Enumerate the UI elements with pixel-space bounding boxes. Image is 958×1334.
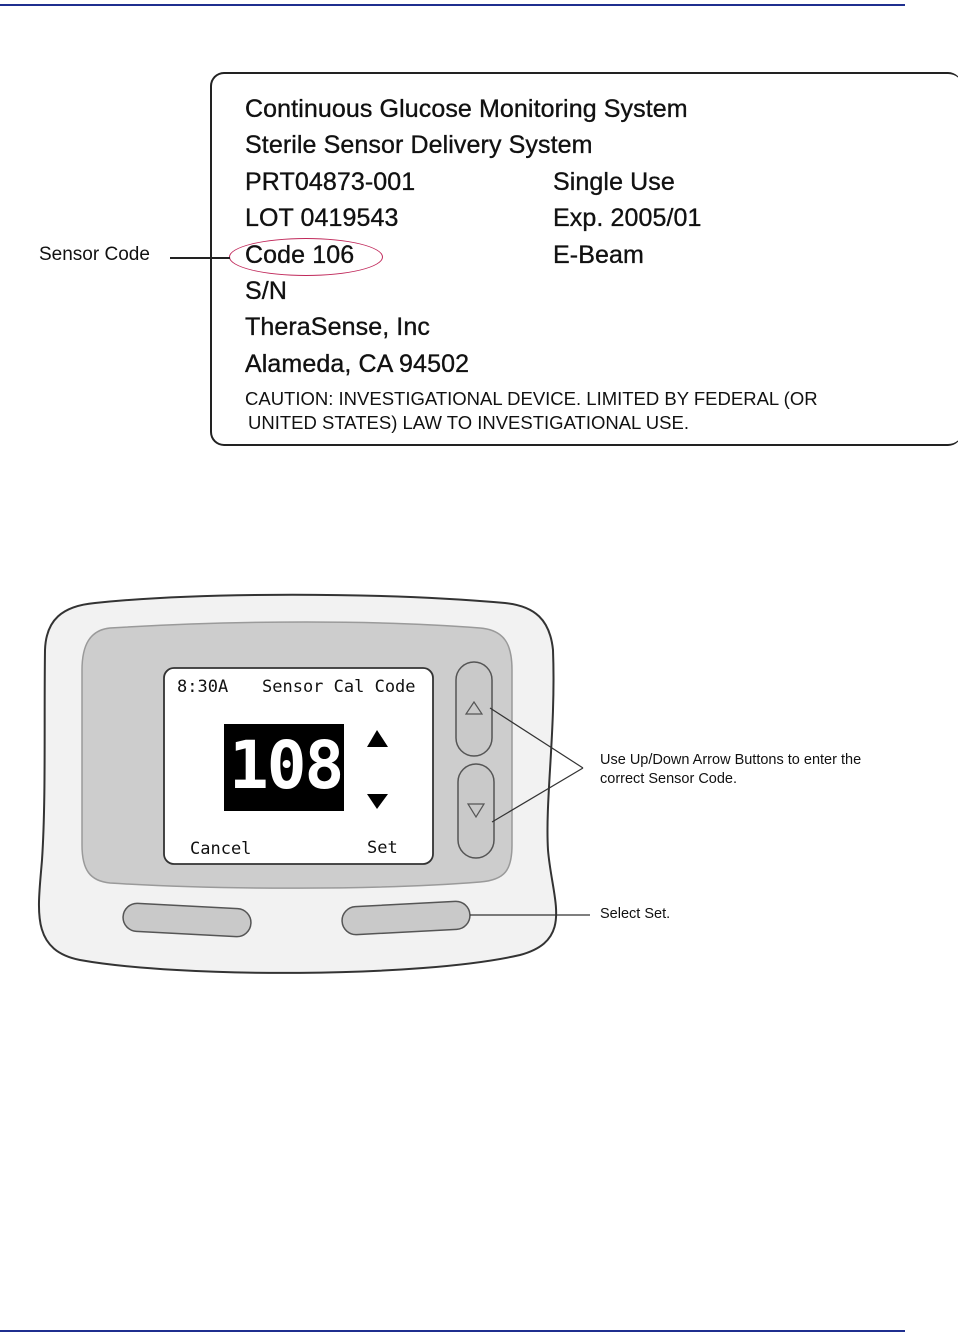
label-line-product: Continuous Glucose Monitoring System: [245, 95, 688, 123]
bottom-rule: [0, 1330, 905, 1332]
select-set-callout: Select Set.: [600, 906, 671, 922]
label-company: TheraSense, Inc: [245, 313, 430, 341]
label-caution-line-2: UNITED STATES) LAW TO INVESTIGATIONAL USE.: [248, 412, 689, 433]
label-address: Alameda, CA 94502: [245, 350, 470, 378]
label-lot: LOT 0419543: [245, 204, 399, 232]
screen-set-softkey: Set: [367, 838, 398, 858]
up-arrow-button[interactable]: [456, 662, 492, 756]
label-expiry: Exp. 2005/01: [553, 204, 702, 232]
label-part-number: PRT04873-001: [245, 168, 416, 196]
screen-time: 8:30A: [177, 677, 229, 697]
top-rule: [0, 4, 905, 6]
screen-title: Sensor Cal Code: [262, 677, 416, 697]
down-arrow-button[interactable]: [458, 764, 494, 858]
sensor-code-leader-line: [170, 257, 230, 259]
label-caution-line-1: CAUTION: INVESTIGATIONAL DEVICE. LIMITED BY FEDERAL (OR: [245, 388, 818, 409]
sensor-code-callout: Sensor Code: [39, 244, 150, 265]
screen-cancel-softkey: Cancel: [190, 839, 252, 859]
label-sensor-code: Code 106: [245, 241, 355, 269]
label-sterilization: E-Beam: [553, 241, 644, 269]
arrow-buttons-callout-line-1: Use Up/Down Arrow Buttons to enter the: [600, 752, 862, 768]
arrow-buttons-callout: [600, 751, 861, 789]
cancel-softkey-button[interactable]: [122, 903, 251, 938]
set-softkey-button[interactable]: [341, 901, 470, 936]
code-highlight-ellipse: [229, 238, 383, 276]
label-single-use: Single Use: [553, 168, 675, 196]
screen-code-value: 108: [229, 727, 343, 804]
label-serial: S/N: [245, 277, 287, 305]
label-line-delivery: Sterile Sensor Delivery System: [245, 131, 593, 159]
arrow-buttons-callout-line-2: correct Sensor Code.: [600, 771, 738, 787]
